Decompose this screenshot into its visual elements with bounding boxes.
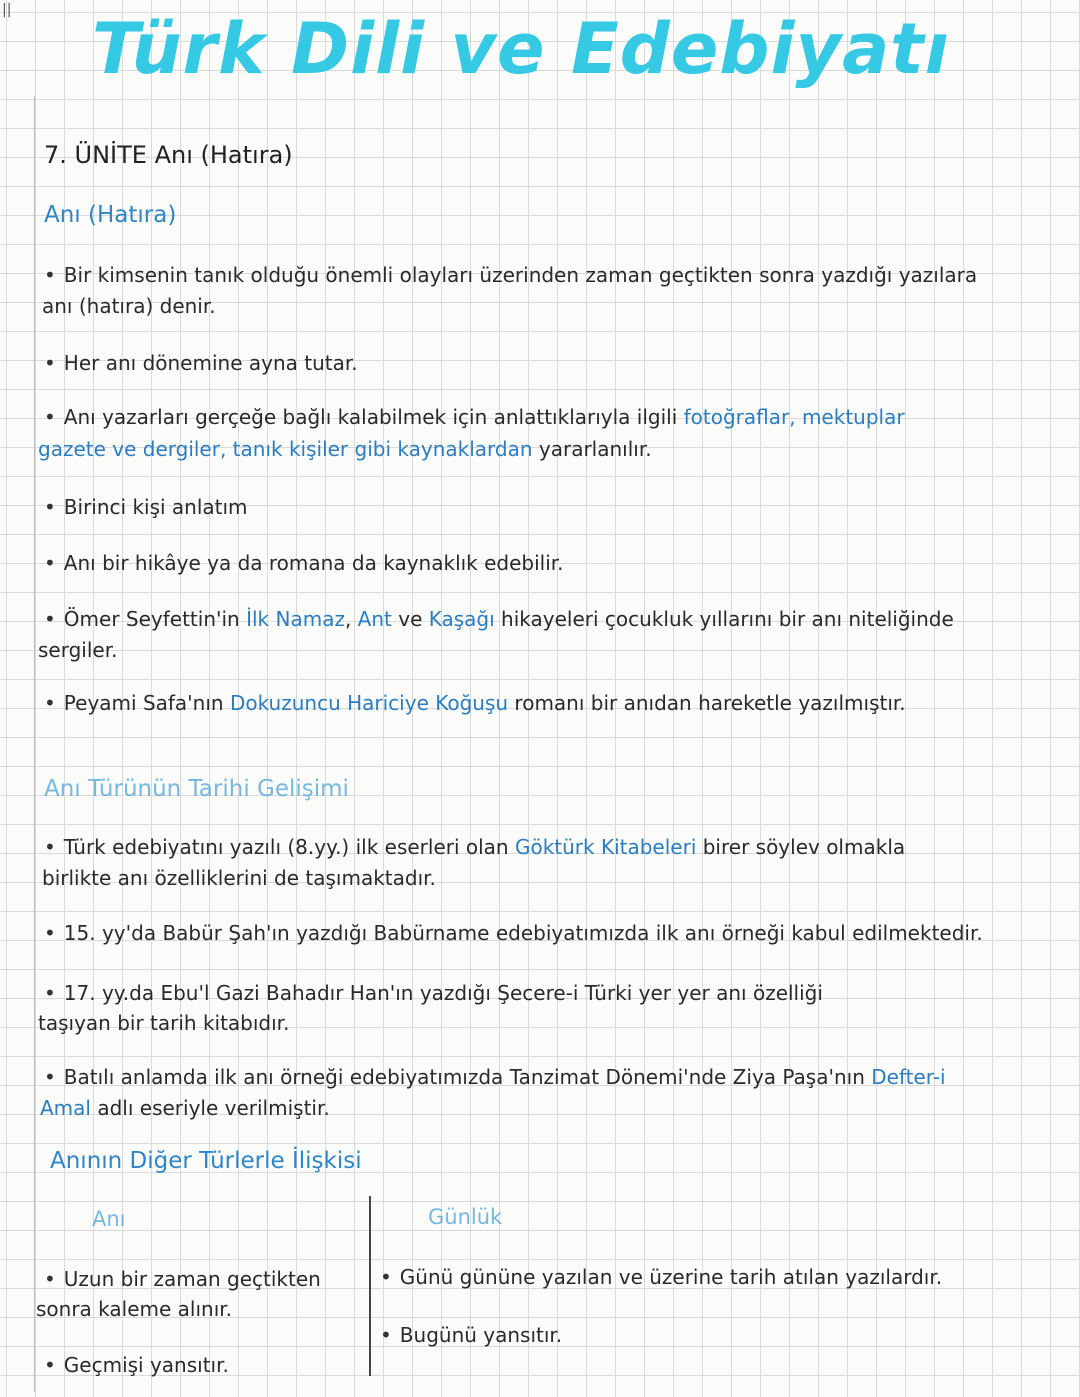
- bullet-gokturk-cont: birlikte anı özelliklerini de taşımaktadır.: [42, 866, 436, 890]
- bullet-omer-seyfettin-cont: sergiler.: [38, 638, 118, 662]
- bullet-ziya-pasa-cont: Amal adlı eseriyle verilmiştir.: [40, 1096, 330, 1120]
- bullet-baburname: • 15. yy'da Babür Şah'ın yazdığı Babürname edebiyatımızda ilk anı örneği kabul edilmektedir.: [44, 920, 983, 946]
- bullet-source-for-novel: • Anı bir hikâye ya da romana da kaynaklık edebilir.: [44, 550, 564, 576]
- notebook-frame: [34, 96, 1035, 1392]
- page-mark: ||: [2, 2, 12, 18]
- section-heading-relations: Anının Diğer Türlerle İlişkisi: [50, 1148, 362, 1174]
- comparison-right-header: Günlük: [428, 1205, 503, 1229]
- left-item-later-written: • Uzun bir zaman geçtikten: [44, 1266, 321, 1292]
- bullet-secere-i-turki-cont: taşıyan bir tarih kitabıdır.: [38, 1011, 290, 1035]
- bullet-omer-seyfettin: • Ömer Seyfettin'in İlk Namaz, Ant ve Kaşağı hikayeleri çocukluk yıllarını bir anı niteliğinde: [44, 606, 954, 632]
- bullet-ziya-pasa: • Batılı anlamda ilk anı örneği edebiyatımızda Tanzimat Dönemi'nde Ziya Paşa'nın Defter-i: [44, 1064, 946, 1090]
- comparison-left-header: Anı: [92, 1207, 126, 1231]
- section-heading-history: Anı Türünün Tarihi Gelişimi: [44, 776, 349, 802]
- bullet-sources-cont: gazete ve dergiler, tanık kişiler gibi kaynaklardan yararlanılır.: [38, 437, 652, 461]
- unit-heading: 7. ÜNİTE Anı (Hatıra): [44, 141, 293, 169]
- bullet-mirror: • Her anı dönemine ayna tutar.: [44, 350, 358, 376]
- bullet-definition-cont: anı (hatıra) denir.: [42, 294, 216, 318]
- bullet-secere-i-turki: • 17. yy.da Ebu'l Gazi Bahadır Han'ın yazdığı Şecere-i Türki yer yer anı özelliği: [44, 980, 823, 1006]
- bullet-gokturk: • Türk edebiyatını yazılı (8.yy.) ilk eserleri olan Göktürk Kitabeleri birer söylev olmakla: [44, 834, 905, 860]
- page-title: Türk Dili ve Edebiyatı: [92, 8, 950, 90]
- right-item-daily: • Günü gününe yazılan ve üzerine tarih atılan yazılardır.: [380, 1264, 942, 1290]
- bullet-sources: • Anı yazarları gerçeğe bağlı kalabilmek için anlattıklarıyla ilgili fotoğraflar, mektuplar: [44, 404, 905, 430]
- left-item-past: • Geçmişi yansıtır.: [44, 1352, 229, 1378]
- bullet-definition: • Bir kimsenin tanık olduğu önemli olayları üzerinden zaman geçtikten sonra yazdığı yazılara: [44, 262, 977, 288]
- bullet-first-person: • Birinci kişi anlatım: [44, 494, 248, 520]
- section-heading-ani: Anı (Hatıra): [44, 202, 177, 228]
- comparison-divider: [369, 1196, 371, 1376]
- right-item-present: • Bugünü yansıtır.: [380, 1322, 562, 1348]
- left-item-later-written-cont: sonra kaleme alınır.: [36, 1297, 233, 1321]
- bullet-peyami-safa: • Peyami Safa'nın Dokuzuncu Hariciye Koğuşu romanı bir anıdan hareketle yazılmıştır.: [44, 690, 906, 716]
